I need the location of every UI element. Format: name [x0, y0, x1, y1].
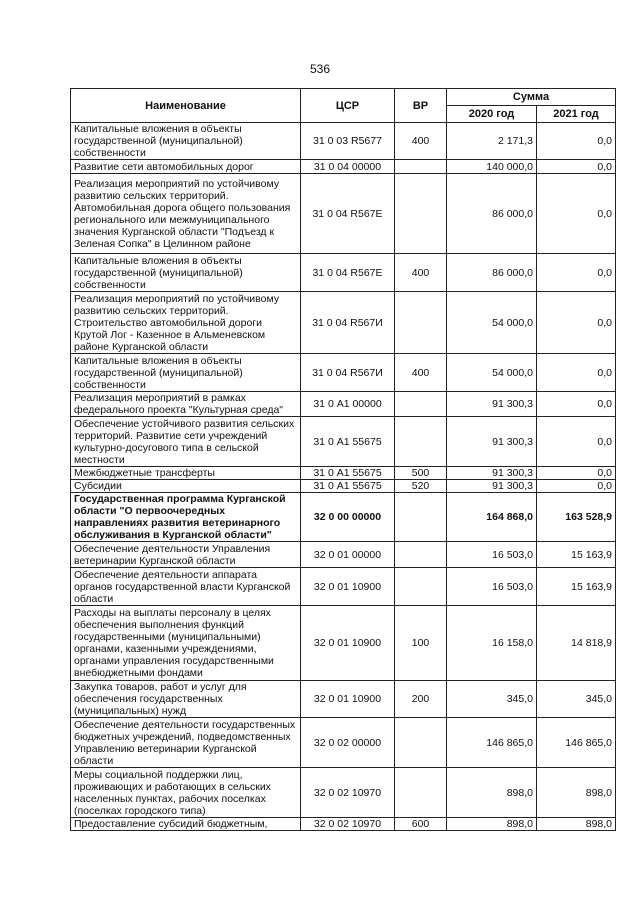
row-name-cell: Государственная программа Курганской области "О первоочередных направлениях развития ветеринарного обслуживания в Курганской области": [71, 493, 301, 542]
row-csr-cell: 32 0 01 10900: [301, 568, 395, 606]
table-row: [71, 417, 616, 467]
row-sum-2021-cell: 15 163,9: [537, 542, 616, 568]
row-sum-2020-cell: 16 503,0: [447, 568, 537, 606]
row-vr-cell: 520: [395, 480, 447, 493]
row-csr-cell: 31 0 А1 00000: [301, 392, 395, 417]
header-csr: ЦСР: [301, 89, 395, 123]
table-row: [71, 818, 616, 831]
row-sum-2021-cell: 15 163,9: [537, 568, 616, 606]
table-body: [71, 123, 616, 831]
header-year-2021: 2021 год: [537, 106, 616, 123]
row-sum-2021-cell: 146 865,0: [537, 718, 616, 768]
row-name-cell: Развитие сети автомобильных дорог: [71, 160, 301, 174]
table-row: [71, 480, 616, 493]
row-csr-cell: 31 0 03 R5677: [301, 123, 395, 160]
table-row: [71, 568, 616, 606]
row-sum-2021-cell: 0,0: [537, 417, 616, 467]
row-vr-cell: [395, 718, 447, 768]
row-sum-2021-cell: 0,0: [537, 254, 616, 292]
table-row: [71, 160, 616, 174]
row-sum-2020-cell: 54 000,0: [447, 354, 537, 392]
row-sum-2021-cell: 0,0: [537, 174, 616, 254]
header-name: Наименование: [71, 89, 301, 123]
row-sum-2020-cell: 2 171,3: [447, 123, 537, 160]
row-sum-2020-cell: 140 000,0: [447, 160, 537, 174]
row-sum-2020-cell: 345,0: [447, 681, 537, 718]
table-row: [71, 174, 616, 254]
row-csr-cell: 32 0 02 10970: [301, 768, 395, 818]
row-vr-cell: 400: [395, 123, 447, 160]
table-row: [71, 542, 616, 568]
table-row: [71, 123, 616, 160]
row-sum-2020-cell: 898,0: [447, 768, 537, 818]
row-sum-2020-cell: 91 300,3: [447, 392, 537, 417]
row-sum-2021-cell: 0,0: [537, 467, 616, 480]
table-row: [71, 718, 616, 768]
row-sum-2021-cell: 0,0: [537, 123, 616, 160]
row-csr-cell: 32 0 00 00000: [301, 493, 395, 542]
budget-table: [70, 88, 616, 831]
row-name-cell: Межбюджетные трансферты: [71, 467, 301, 480]
row-csr-cell: 32 0 01 10900: [301, 681, 395, 718]
table-row: [71, 292, 616, 354]
row-name-cell: Капитальные вложения в объекты государственной (муниципальной) собственности: [71, 123, 301, 160]
row-vr-cell: 200: [395, 681, 447, 718]
row-sum-2021-cell: 0,0: [537, 354, 616, 392]
header-vr: ВР: [395, 89, 447, 123]
row-sum-2020-cell: 91 300,3: [447, 467, 537, 480]
row-vr-cell: [395, 174, 447, 254]
row-sum-2021-cell: 0,0: [537, 392, 616, 417]
row-name-cell: Обеспечение деятельности государственных бюджетных учреждений, подведомственных Управлению ветеринарии Курганской области: [71, 718, 301, 768]
row-sum-2021-cell: 898,0: [537, 768, 616, 818]
row-csr-cell: 31 0 04 R567Е: [301, 174, 395, 254]
row-name-cell: Меры социальной поддержки лиц, проживающих и работающих в сельских населенных пунктах, рабочих поселках (поселках городского типа): [71, 768, 301, 818]
row-sum-2020-cell: 54 000,0: [447, 292, 537, 354]
table-row: [71, 354, 616, 392]
row-csr-cell: 31 0 А1 55675: [301, 417, 395, 467]
row-vr-cell: [395, 493, 447, 542]
row-csr-cell: 31 0 04 R567Е: [301, 254, 395, 292]
row-sum-2021-cell: 345,0: [537, 681, 616, 718]
row-csr-cell: 32 0 02 00000: [301, 718, 395, 768]
row-sum-2020-cell: 146 865,0: [447, 718, 537, 768]
row-csr-cell: 32 0 01 10900: [301, 606, 395, 681]
row-csr-cell: 32 0 02 10970: [301, 818, 395, 831]
row-vr-cell: 500: [395, 467, 447, 480]
row-csr-cell: 31 0 04 R567И: [301, 292, 395, 354]
row-name-cell: Обеспечение устойчивого развития сельских территорий. Развитие сети учреждений культурно-досугового типа в сельской местности: [71, 417, 301, 467]
header-year-2020: 2020 год: [447, 106, 537, 123]
table-row: [71, 493, 616, 542]
row-csr-cell: 31 0 А1 55675: [301, 480, 395, 493]
table-row: [71, 254, 616, 292]
row-name-cell: Расходы на выплаты персоналу в целях обеспечения выполнения функций государственными (муниципальными) органами, казенными учреждениями, органами управления государственными внебюджетными фондами: [71, 606, 301, 681]
row-csr-cell: 31 0 04 R567И: [301, 354, 395, 392]
row-vr-cell: [395, 292, 447, 354]
row-name-cell: Реализация мероприятий по устойчивому развитию сельских территорий. Строительство автомобильной дороги Крутой Лог - Казенное в Альменевском районе Курганской области: [71, 292, 301, 354]
row-vr-cell: [395, 768, 447, 818]
row-sum-2020-cell: 16 503,0: [447, 542, 537, 568]
row-vr-cell: [395, 392, 447, 417]
row-vr-cell: [395, 568, 447, 606]
row-sum-2020-cell: 164 868,0: [447, 493, 537, 542]
row-sum-2020-cell: 898,0: [447, 818, 537, 831]
row-sum-2021-cell: 163 528,9: [537, 493, 616, 542]
row-vr-cell: 400: [395, 354, 447, 392]
row-vr-cell: 600: [395, 818, 447, 831]
table-row: [71, 392, 616, 417]
row-sum-2021-cell: 14 818,9: [537, 606, 616, 681]
table-row: [71, 768, 616, 818]
table-row: [71, 606, 616, 681]
row-csr-cell: 31 0 04 00000: [301, 160, 395, 174]
row-sum-2020-cell: 16 158,0: [447, 606, 537, 681]
row-sum-2021-cell: 0,0: [537, 292, 616, 354]
row-vr-cell: [395, 542, 447, 568]
row-name-cell: Предоставление субсидий бюджетным,: [71, 818, 301, 831]
row-sum-2021-cell: 898,0: [537, 818, 616, 831]
row-name-cell: Субсидии: [71, 480, 301, 493]
row-vr-cell: [395, 417, 447, 467]
page-number: 536: [309, 62, 331, 76]
row-sum-2020-cell: 86 000,0: [447, 254, 537, 292]
row-name-cell: Капитальные вложения в объекты государственной (муниципальной) собственности: [71, 254, 301, 292]
row-vr-cell: [395, 160, 447, 174]
row-name-cell: Реализация мероприятий по устойчивому развитию сельских территорий. Автомобильная дорога общего пользования регионального или межмуниципального значения Курганской области "Подъезд к Зеленая Сопка" в Целинном районе: [71, 174, 301, 254]
row-sum-2021-cell: 0,0: [537, 160, 616, 174]
table-row: [71, 681, 616, 718]
row-csr-cell: 32 0 01 00000: [301, 542, 395, 568]
row-csr-cell: 31 0 А1 55675: [301, 467, 395, 480]
row-name-cell: Капитальные вложения в объекты государственной (муниципальной) собственности: [71, 354, 301, 392]
row-vr-cell: 100: [395, 606, 447, 681]
row-sum-2021-cell: 0,0: [537, 480, 616, 493]
row-sum-2020-cell: 91 300,3: [447, 417, 537, 467]
row-name-cell: Обеспечение деятельности аппарата органов государственной власти Курганской области: [71, 568, 301, 606]
table-row: [71, 467, 616, 480]
row-sum-2020-cell: 86 000,0: [447, 174, 537, 254]
row-name-cell: Обеспечение деятельности Управления ветеринарии Курганской области: [71, 542, 301, 568]
row-vr-cell: 400: [395, 254, 447, 292]
row-name-cell: Реализация мероприятий в рамках федерального проекта "Культурная среда": [71, 392, 301, 417]
header-sum: Сумма: [447, 89, 616, 106]
row-name-cell: Закупка товаров, работ и услуг для обеспечения государственных (муниципальных) нужд: [71, 681, 301, 718]
row-sum-2020-cell: 91 300,3: [447, 480, 537, 493]
